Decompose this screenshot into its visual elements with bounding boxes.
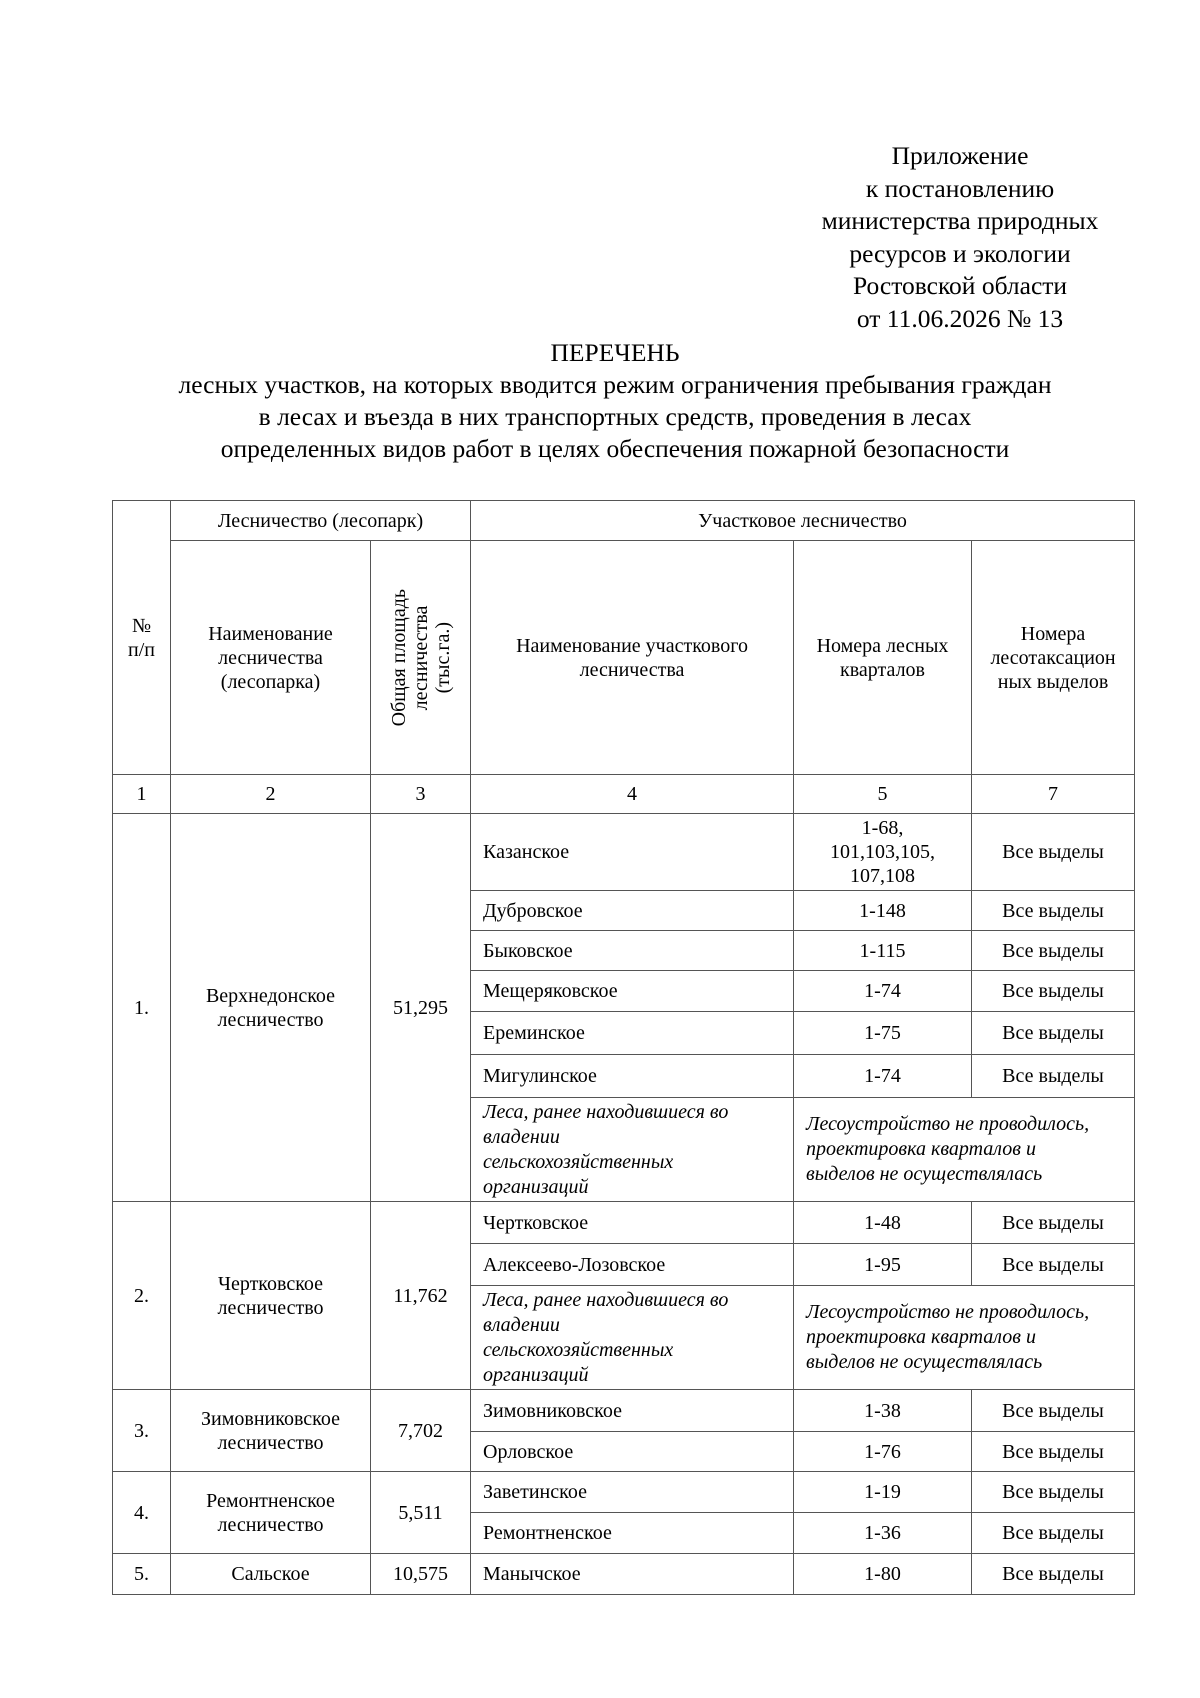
appendix-line: к постановлению [865,173,1055,203]
header-num [113,501,171,775]
header-line: лесничества [579,658,685,681]
allotments: Все выделы [972,971,1135,1012]
forestry-area: 11,762 [371,1202,471,1390]
district-name: Быковское [471,931,794,971]
note-line: сельскохозяйственных [483,1338,674,1361]
allotments: Все выделы [972,1432,1135,1472]
quarter-line: 1-68, [861,817,904,839]
forestry-name [171,1390,371,1472]
remark-line: проектировка кварталов и [806,1138,1036,1160]
remark-line: Лесоустройство не проводилось, [806,1113,1090,1135]
note-line: владении [483,1313,560,1336]
quarter-numbers: 1-74 [794,971,972,1012]
document-title [100,337,1130,465]
forest-areas-table [112,500,1135,1595]
header-forestry-name [171,541,371,775]
allotments: Все выделы [972,891,1135,931]
allotments: Все выделы [972,814,1135,891]
header-num-line: № [131,614,152,637]
district-name: Манычское [471,1554,794,1595]
row-number: 5. [113,1554,171,1595]
header-group-forestry: Лесничество (лесопарк) [171,501,471,541]
row-number: 3. [113,1390,171,1472]
district-name: Ремонтненское [471,1513,794,1554]
header-line: Номера лесных [816,634,949,657]
row-number: 4. [113,1472,171,1554]
title-subtitle-line: в лесах и въезда в них транспортных средств, проведения в лесах [258,402,972,431]
forestry-area: 7,702 [371,1390,471,1472]
forestry-name: Сальское [171,1554,371,1595]
forestry-name-line: Чертковское [217,1272,324,1295]
district-name: Мигулинское [471,1055,794,1098]
forestry-name [171,1472,371,1554]
appendix-line: Приложение [891,141,1029,170]
allotments: Все выделы [972,931,1135,971]
header-num-line: п/п [128,638,155,661]
header-group-district: Участковое лесничество [471,501,1135,541]
forestry-name-line: лесничество [217,1513,324,1536]
note-line: сельскохозяйственных [483,1150,674,1173]
remark-line: выделов не осуществлялась [806,1351,1043,1373]
table-row [113,814,1135,891]
forestry-area: 5,511 [371,1472,471,1554]
district-name: Чертковское [471,1202,794,1244]
quarter-numbers: 1-76 [794,1432,972,1472]
no-forest-management-remark [794,1098,1135,1202]
forestry-name-line: лесничество [217,1296,324,1319]
header-line: Наименование участкового [516,634,748,657]
column-number: 2 [171,775,371,814]
forestry-name-line: Верхнедонское [205,984,336,1007]
header-line: лесничества [409,605,432,710]
note-line: организаций [483,1175,589,1198]
row-number: 1. [113,814,171,1202]
row-number: 2. [113,1202,171,1390]
district-name: Дубровское [471,891,794,931]
column-number: 3 [371,775,471,814]
quarter-numbers: 1-95 [794,1244,972,1286]
district-name: Ереминское [471,1012,794,1055]
forestry-name-line: лесничество [217,1431,324,1454]
quarter-numbers: 1-38 [794,1390,972,1432]
no-forest-management-remark [794,1286,1135,1390]
column-number: 4 [471,775,794,814]
remark-line: Лесоустройство не проводилось, [806,1301,1090,1323]
appendix-line: министерства природных [821,206,1099,235]
district-name: Мещеряковское [471,971,794,1012]
header-total-area [371,541,471,775]
note-line: Леса, ранее находившиеся во [483,1100,729,1123]
district-name: Зимовниковское [471,1390,794,1432]
former-agricultural-forests [471,1286,794,1390]
column-number: 7 [972,775,1135,814]
table-row [113,1554,1135,1595]
quarter-numbers: 1-36 [794,1513,972,1554]
quarter-numbers: 1-74 [794,1055,972,1098]
appendix-line: от 11.06.2026 № 13 [856,303,1064,333]
allotments: Все выделы [972,1513,1135,1554]
note-line: владении [483,1125,560,1148]
quarter-numbers: 1-115 [794,931,972,971]
quarter-numbers: 1-148 [794,891,972,931]
header-quarter-numbers [794,541,972,775]
allotments: Все выделы [972,1055,1135,1098]
header-district-name [471,541,794,775]
quarter-numbers [794,814,972,891]
column-number: 1 [113,775,171,814]
quarter-numbers: 1-48 [794,1202,972,1244]
header-line: Номера [1020,622,1086,645]
header-line: ных выделов [997,670,1109,693]
header-line: лесотаксацион [990,646,1116,669]
allotments: Все выделы [972,1472,1135,1513]
quarter-line: 101,103,105, [830,841,936,863]
header-line: кварталов [840,658,925,681]
title-subtitle-line: определенных видов работ в целях обеспечения пожарной безопасности [220,434,1010,463]
header-line: Наименование [208,622,333,645]
district-name: Казанское [471,814,794,891]
quarter-numbers: 1-75 [794,1012,972,1055]
forestry-name [171,1202,371,1390]
forestry-name-line: Зимовниковское [201,1407,340,1430]
forestry-area: 51,295 [371,814,471,1202]
district-name: Орловское [471,1432,794,1472]
table-row [113,1202,1135,1244]
table-row [113,1390,1135,1432]
forestry-area: 10,575 [371,1554,471,1595]
header-line: (тыс.га.) [431,621,454,694]
header-columns-row [113,541,1135,775]
forestry-name-line: лесничество [217,1008,324,1031]
quarter-line: 107,108 [850,865,916,887]
allotments: Все выделы [972,1554,1135,1595]
forestry-name [171,814,371,1202]
quarter-numbers: 1-19 [794,1472,972,1513]
remark-line: выделов не осуществлялась [806,1163,1043,1185]
allotments: Все выделы [972,1244,1135,1286]
title-heading: ПЕРЕЧЕНЬ [550,338,680,367]
appendix-line: ресурсов и экологии [849,238,1071,268]
column-number: 5 [794,775,972,814]
header-line: Общая площадь [387,588,410,727]
district-name: Алексеево-Лозовское [471,1244,794,1286]
allotments: Все выделы [972,1012,1135,1055]
district-name: Заветинское [471,1472,794,1513]
header-group-row [113,501,1135,541]
note-line: Леса, ранее находившиеся во [483,1288,729,1311]
table-row [113,1472,1135,1513]
allotments: Все выделы [972,1202,1135,1244]
appendix-line: Ростовской области [852,271,1068,300]
note-line: организаций [483,1363,589,1386]
appendix-block [790,140,1130,335]
title-subtitle-line: лесных участков, на которых вводится режим ограничения пребывания граждан [178,370,1052,399]
forestry-name-line: Ремонтненское [206,1489,335,1512]
header-allotment-numbers [972,541,1135,775]
column-number-row [113,775,1135,814]
quarter-numbers: 1-80 [794,1554,972,1595]
remark-line: проектировка кварталов и [806,1326,1036,1348]
header-line: лесничества [218,646,323,669]
header-line: (лесопарка) [220,670,321,693]
former-agricultural-forests [471,1098,794,1202]
allotments: Все выделы [972,1390,1135,1432]
